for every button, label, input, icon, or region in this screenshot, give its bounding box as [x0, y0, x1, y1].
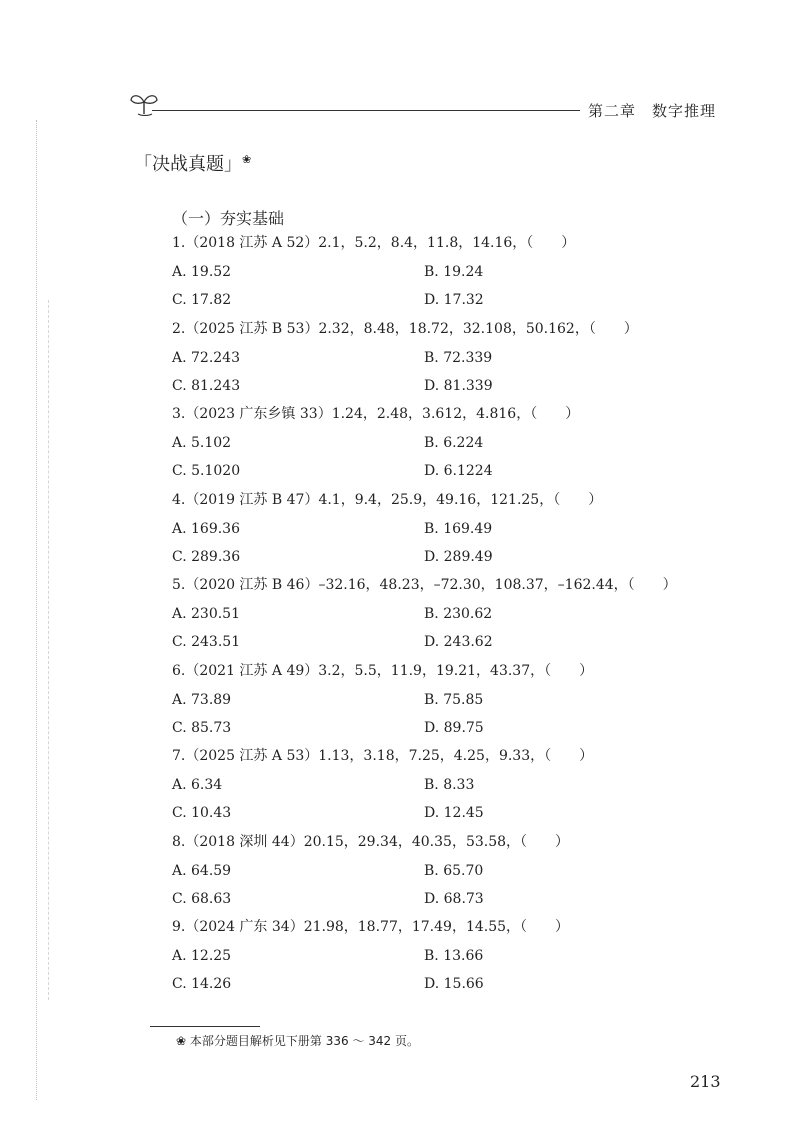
question-8 — [172, 831, 692, 917]
option-c: C. 243.51 — [172, 634, 241, 650]
question-2 — [172, 318, 692, 404]
question-stem: 5.（2020 江苏 B 46）–32.16，48.23，–72.30，108.37，–162.44，（ ） — [172, 577, 677, 593]
option-d: D. 15.66 — [424, 976, 484, 992]
scan-edge-artifact — [36, 120, 37, 1100]
option-d: D. 6.1224 — [424, 463, 493, 479]
header-rule — [152, 110, 580, 111]
option-d: D. 289.49 — [424, 548, 493, 565]
question-stem: 8.（2018 深圳 44）20.15，29.34，40.35，53.58，（ ） — [172, 833, 570, 850]
option-a: A. 64.59 — [172, 862, 232, 879]
option-b: B. 65.70 — [424, 862, 484, 879]
question-7 — [172, 745, 692, 831]
option-d: D. 89.75 — [424, 719, 484, 736]
footnote-rule — [150, 1026, 260, 1027]
option-b: B. 75.85 — [424, 691, 484, 708]
option-a: A. 72.243 — [172, 349, 240, 366]
option-c: C. 85.73 — [172, 719, 232, 736]
section-mark-icon: ❀ — [242, 153, 252, 166]
option-c: C. 289.36 — [172, 548, 241, 565]
section-title — [134, 150, 251, 176]
option-c: C. 5.1020 — [172, 463, 241, 479]
option-a: A. 12.25 — [172, 948, 232, 964]
option-b: B. 6.224 — [424, 435, 484, 451]
option-a: A. 19.52 — [172, 264, 232, 280]
option-d: D. 243.62 — [424, 634, 493, 650]
question-1 — [172, 232, 692, 318]
scan-edge-artifact-inner — [48, 300, 49, 1000]
option-a: A. 5.102 — [172, 435, 232, 451]
question-stem: 2.（2025 江苏 B 53）2.32，8.48，18.72，32.108，50.162，（ ） — [172, 320, 638, 337]
option-a: A. 6.34 — [172, 777, 223, 793]
page-number: 213 — [690, 1072, 721, 1091]
section-title-text: 「决战真题」 — [134, 154, 242, 175]
option-b: B. 230.62 — [424, 606, 493, 622]
option-a: A. 169.36 — [172, 520, 240, 537]
question-3 — [172, 403, 692, 489]
question-list — [172, 232, 692, 1002]
footnote — [176, 1032, 419, 1049]
option-b: B. 169.49 — [424, 520, 493, 537]
question-stem: 4.（2019 江苏 B 47）4.1，9.4，25.9，49.16，121.25，（ ） — [172, 491, 603, 508]
option-b: B. 72.339 — [424, 349, 493, 366]
option-c: C. 17.82 — [172, 292, 232, 308]
question-9 — [172, 916, 692, 1002]
question-5 — [172, 574, 692, 660]
option-a: A. 73.89 — [172, 691, 232, 708]
option-d: D. 68.73 — [424, 890, 484, 907]
subsection-title: （一）夯实基础 — [172, 209, 285, 228]
option-d: D. 12.45 — [424, 805, 484, 821]
option-b: B. 8.33 — [424, 777, 475, 793]
option-c: C. 68.63 — [172, 890, 232, 907]
option-c: C. 81.243 — [172, 377, 241, 394]
option-b: B. 13.66 — [424, 948, 484, 964]
sprout-icon — [128, 90, 160, 116]
option-d: D. 17.32 — [424, 292, 484, 308]
question-stem: 6.（2021 江苏 A 49）3.2，5.5，11.9，19.21，43.37，（ ） — [172, 662, 594, 679]
chapter-title: 第二章 数字推理 — [588, 102, 717, 120]
question-stem: 9.（2024 广东 34）21.98，18.77，17.49，14.55，（ ） — [172, 919, 570, 935]
option-c: C. 14.26 — [172, 976, 232, 992]
footnote-mark-icon: ❀ — [176, 1034, 187, 1048]
option-d: D. 81.339 — [424, 377, 493, 394]
option-b: B. 19.24 — [424, 264, 484, 280]
footnote-text: 本部分题目解析见下册第 336 ～ 342 页。 — [189, 1034, 419, 1048]
question-stem: 1.（2018 江苏 A 52）2.1，5.2，8.4，11.8，14.16，（ ） — [172, 235, 576, 251]
question-stem: 7.（2025 江苏 A 53）1.13，3.18，7.25，4.25，9.33，（ ） — [172, 748, 594, 764]
option-c: C. 10.43 — [172, 805, 232, 821]
question-4 — [172, 489, 692, 575]
question-stem: 3.（2023 广东乡镇 33）1.24，2.48，3.612，4.816，（ ） — [172, 406, 580, 422]
question-6 — [172, 660, 692, 746]
option-a: A. 230.51 — [172, 606, 240, 622]
